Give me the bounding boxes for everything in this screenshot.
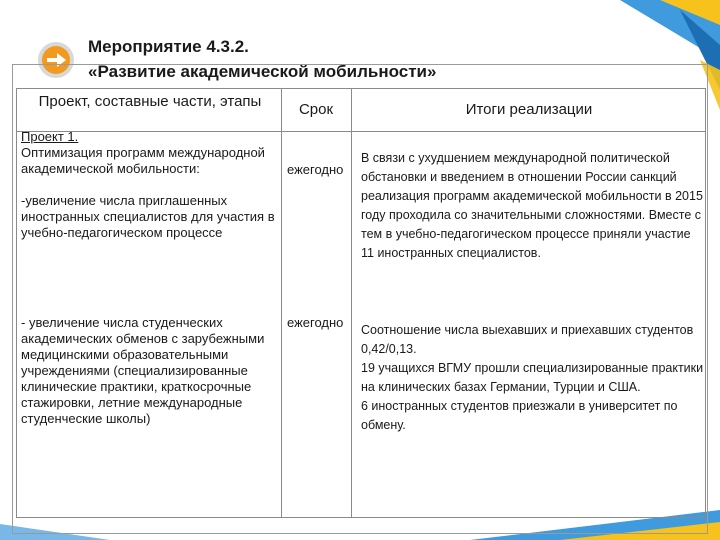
table-row-1-project [21, 129, 275, 241]
table-row-2-deadline: ежегодно [287, 315, 344, 330]
result-line: 19 учащихся ВГМУ прошли специализированные практики на клинических базах Германии, Турции и США. [361, 361, 704, 394]
title-line-1: Мероприятие 4.3.2. [88, 37, 249, 56]
result-line: 6 иностранных студентов приезжали в университет по обмену. [361, 399, 678, 432]
title-line-2: «Развитие академической мобильности» [88, 62, 437, 81]
header-project: Проект, составные части, этапы [38, 93, 262, 110]
project-title: Проект 1. [21, 129, 79, 144]
project-description: Оптимизация программ международной академической мобильности: [21, 145, 265, 176]
project-item: -увеличение числа приглашенных иностранных специалистов для участия в учебно-педагогическом процессе [21, 193, 275, 240]
header-deadline: Срок [298, 101, 334, 118]
column-divider [351, 89, 352, 517]
table-row-1-deadline: ежегодно [287, 162, 344, 177]
column-divider [281, 89, 282, 517]
table-row-1-result: В связи с ухудшением международной политической обстановки и введением в отношении России санкций реализация программ академической мобильности в 2015 году проходила со значительными сложностями. Вместе с тем в учебно-педагогическом процессе приняли участие 11 иностранных специалистов. [361, 151, 703, 260]
result-line: Соотношение числа выехавших и приехавших студентов 0,42/0,13. [361, 323, 694, 356]
table-row-2-project: - увеличение числа студенческих академических обменов с зарубежными медицинскими образовательными учреждениями (специализированные клинические практики, краткосрочные стажировки, летние международные студенческие школы) [21, 315, 265, 426]
header-results: Итоги реализации [465, 101, 593, 118]
results-table [16, 88, 706, 518]
table-row-2-result [361, 321, 705, 435]
